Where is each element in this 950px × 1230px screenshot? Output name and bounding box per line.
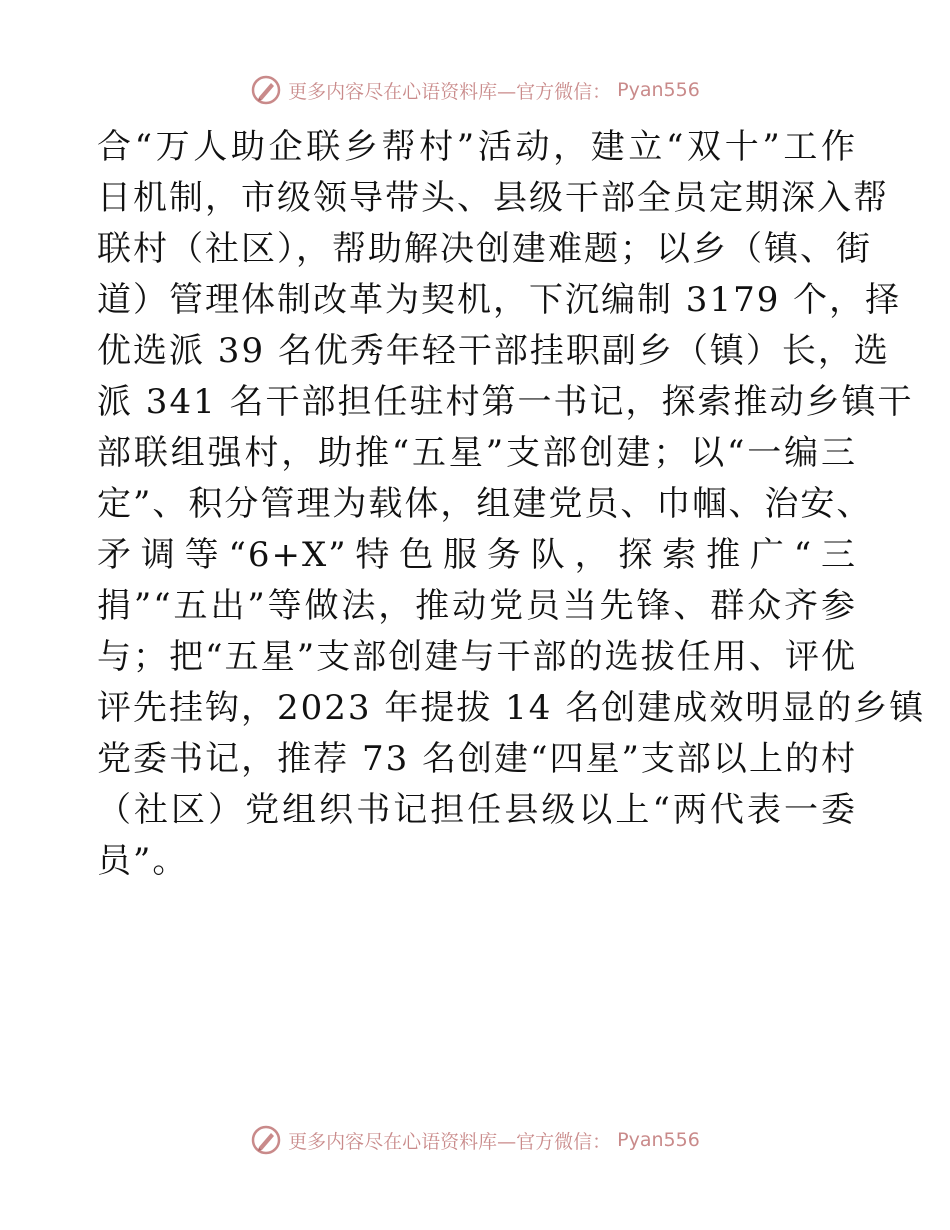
text-line: 道）管理体制改革为契机，下沉编制 3179 个，择 — [97, 280, 902, 320]
watermark-wechat-id: Pyan556 — [617, 79, 700, 101]
watermark-wechat-id: Pyan556 — [617, 1129, 700, 1151]
text-line: 部联组强村，助推“五星”支部创建；以“一编三 — [97, 433, 857, 473]
text-line: 派 341 名干部担任驻村第一书记，探索推动乡镇干 — [97, 382, 914, 422]
document-body — [97, 122, 926, 887]
pen-logo-icon — [250, 1124, 282, 1156]
text-line: 党委书记，推荐 73 名创建“四星”支部以上的村 — [97, 739, 857, 779]
text-line: 评先挂钩，2023 年提拔 14 名创建成效明显的乡镇 — [97, 688, 926, 728]
text-line: 日机制，市级领导带头、县级干部全员定期深入帮 — [97, 178, 889, 218]
watermark-group — [250, 1124, 700, 1156]
text-line: 定”、积分管理为载体，组建党员、巾帼、治安、 — [97, 484, 873, 524]
text-line: （社区）党组织书记担任县级以上“两代表一委 — [97, 790, 857, 830]
header-watermark — [0, 72, 950, 108]
text-line: 联村（社区），帮助解决创建难题；以乡（镇、街 — [97, 229, 872, 269]
text-line: 矛调等“6+X”特色服务队，探索推广“三 — [97, 535, 857, 575]
text-line: 员”。 — [97, 841, 189, 881]
pen-logo-icon — [250, 74, 282, 106]
text-line: 捐”“五出”等做法，推动党员当先锋、群众齐参 — [97, 586, 857, 626]
watermark-text: 更多内容尽在心语资料库—官方微信： — [288, 1130, 612, 1153]
text-line: 优选派 39 名优秀年轻干部挂职副乡（镇）长，选 — [97, 331, 890, 371]
text-line: 与；把“五星”支部创建与干部的选拔任用、评优 — [97, 637, 857, 677]
watermark-group — [250, 74, 700, 106]
footer-watermark — [0, 1122, 950, 1158]
watermark-text: 更多内容尽在心语资料库—官方微信： — [288, 80, 612, 103]
text-line: 合“万人助企联乡帮村”活动，建立“双十”工作 — [97, 127, 857, 167]
